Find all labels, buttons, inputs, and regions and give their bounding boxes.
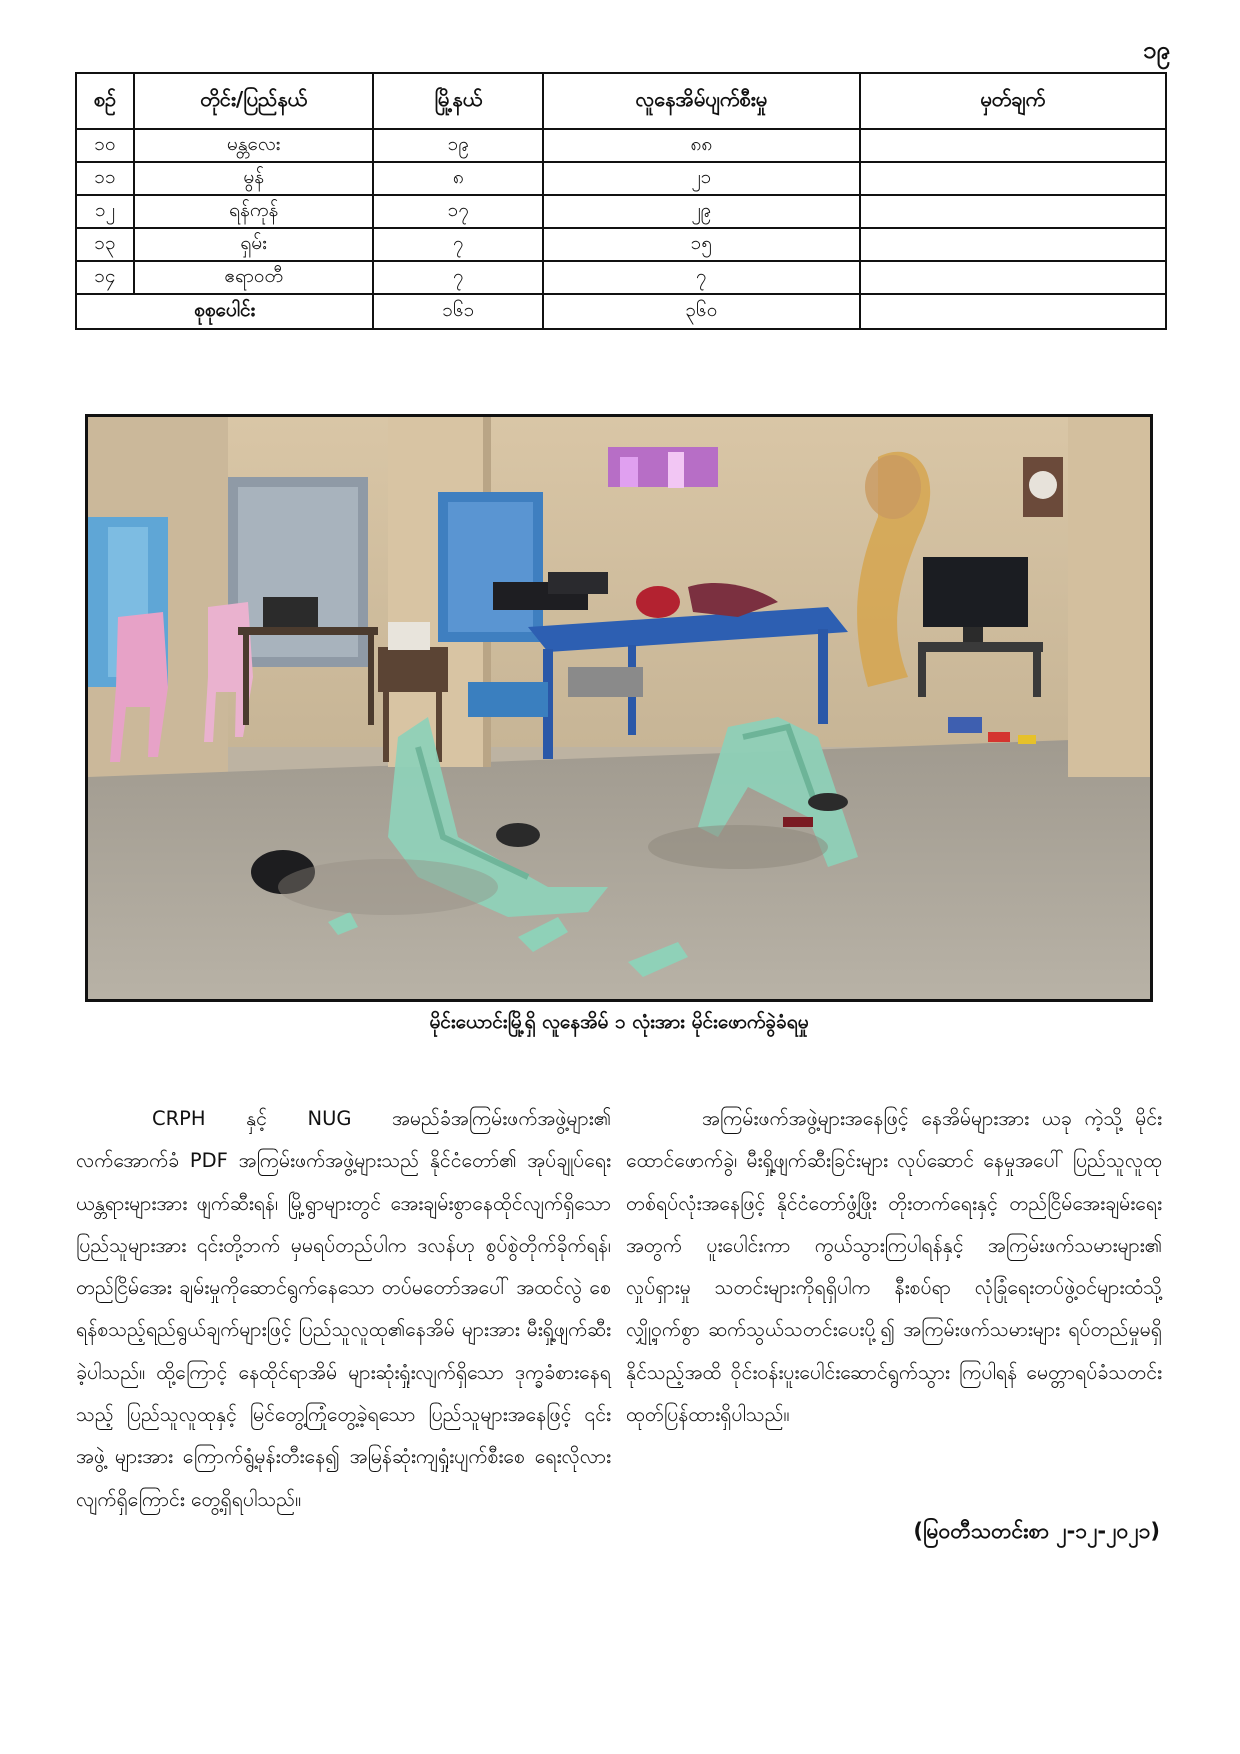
cell-region: မန္တလေး: [134, 129, 374, 162]
article-column-left: [76, 1098, 611, 1521]
photo-caption: မိုင်းယောင်းမြို့ရှိ လူနေအိမ် ၁ လုံးအား မိုင်းဖောက်ခွဲခံရမှု: [429, 1011, 809, 1033]
page-number: ၁၉: [1143, 36, 1170, 64]
cell-remark: [860, 261, 1166, 294]
table-row: [76, 228, 1166, 261]
table-row: [76, 195, 1166, 228]
table-row: [76, 129, 1166, 162]
damaged-room-photo: [85, 414, 1153, 1002]
header-damage: လူနေအိမ်ပျက်စီးမှု: [543, 73, 859, 129]
table-header-row: [76, 73, 1166, 129]
header-region: တိုင်း/ပြည်နယ်: [134, 73, 374, 129]
cell-serial: ၁၄: [76, 261, 134, 294]
cell-remark: [860, 228, 1166, 261]
cell-region: ဧရာဝတီ: [134, 261, 374, 294]
damage-table: [75, 72, 1167, 330]
total-label: စုစုပေါင်း: [76, 294, 373, 329]
cell-region: ရှမ်း: [134, 228, 374, 261]
cell-damage: ၂၁: [543, 162, 859, 195]
cell-township: ၁၉: [373, 129, 543, 162]
header-remark: မှတ်ချက်: [860, 73, 1166, 129]
header-serial: စဉ်: [76, 73, 134, 129]
source-citation: (မြဝတီသတင်းစာ ၂-၁၂-၂၀၂၁): [913, 1519, 1160, 1543]
cell-remark: [860, 162, 1166, 195]
cell-township: ၇: [373, 261, 543, 294]
cell-remark: [860, 129, 1166, 162]
table-row: [76, 162, 1166, 195]
article-paragraph: CRPH နှင့် NUG အမည်ခံအကြမ်းဖက်အဖွဲ့များ၏ လက်အောက်ခံ PDF အကြမ်းဖက်အဖွဲ့များသည် နိုင်ငံတော်၏ အုပ်ချုပ်ရေးယန္တရားများအား ဖျက်ဆီးရန်၊ မြို့ရွာများတွင် အေးချမ်းစွာနေထိုင်လျက်ရှိသော ပြည်သူများအား ၎င်းတို့ဘက် မှမရပ်တည်ပါက ဒလန်ဟု စွပ်စွဲတိုက်ခိုက်ရန်၊ တည်ငြိမ်အေး ချမ်းမှုကိုဆောင်ရွက်နေသော တပ်မတော်အပေါ် အထင်လွဲ စေရန်စသည့်ရည်ရွယ်ချက်များဖြင့် ပြည်သူလူထု၏နေအိမ် များအား မီးရှို့ဖျက်ဆီးခဲ့ပါသည်။ ထို့ကြောင့် နေထိုင်ရာအိမ် များဆုံးရှုံးလျက်ရှိသော ဒုက္ခခံစားနေရသည့် ပြည်သူလူထုနှင့် မြင်တွေ့ကြုံတွေ့ခဲ့ရသော ပြည်သူများအနေဖြင့် ၎င်းအဖွဲ့ များအား ကြောက်ရွံ့မုန်းတီးနေ၍ အမြန်ဆုံးကျရှုံးပျက်စီးစေ ရေးလိုလားလျက်ရှိကြောင်း တွေ့ရှိရပါသည်။: [76, 1107, 611, 1511]
cell-serial: ၁၁: [76, 162, 134, 195]
cell-serial: ၁၃: [76, 228, 134, 261]
cell-serial: ၁၀: [76, 129, 134, 162]
header-township: မြို့နယ်: [373, 73, 543, 129]
total-remark: [860, 294, 1166, 329]
cell-damage: ၇: [543, 261, 859, 294]
cell-region: ရန်ကုန်: [134, 195, 374, 228]
cell-remark: [860, 195, 1166, 228]
article-paragraph: အကြမ်းဖက်အဖွဲ့များအနေဖြင့် နေအိမ်များအား ယခု ကဲ့သို့ မိုင်းထောင်ဖောက်ခွဲ၊ မီးရှို့ဖျက်ဆီးခြင်းများ လုပ်ဆောင် နေမှုအပေါ် ပြည်သူလူထုတစ်ရပ်လုံးအနေဖြင့် နိုင်ငံတော်ဖွံ့ဖြိုး တိုးတက်ရေးနှင့် တည်ငြိမ်အေးချမ်းရေးအတွက် ပူးပေါင်းကာ ကွယ်သွားကြပါရန်နှင့် အကြမ်းဖက်သမားများ၏ လှုပ်ရှားမှု သတင်းများကိုရရှိပါက နီးစပ်ရာ လုံခြုံရေးတပ်ဖွဲ့ဝင်များထံသို့ လျှို့ဝှက်စွာ ဆက်သွယ်သတင်းပေးပို့၍ အကြမ်းဖက်သမားများ ရပ်တည်မှုမရှိနိုင်သည့်အထိ ဝိုင်းဝန်းပူးပေါင်းဆောင်ရွက်သွား ကြပါရန် မေတ္တာရပ်ခံသတင်းထုတ်ပြန်ထားရှိပါသည်။: [626, 1107, 1162, 1427]
article-column-right: [626, 1098, 1162, 1436]
table-total-row: [76, 294, 1166, 329]
cell-damage: ၂၉: [543, 195, 859, 228]
cell-township: ၇: [373, 228, 543, 261]
cell-damage: ၈၈: [543, 129, 859, 162]
total-townships: ၁၆၁: [373, 294, 543, 329]
damaged-room-illustration: [88, 417, 1150, 999]
cell-region: မွန်: [134, 162, 374, 195]
cell-township: ၈: [373, 162, 543, 195]
total-damage: ၃၆၀: [543, 294, 859, 329]
cell-damage: ၁၅: [543, 228, 859, 261]
cell-township: ၁၇: [373, 195, 543, 228]
cell-serial: ၁၂: [76, 195, 134, 228]
table-row: [76, 261, 1166, 294]
